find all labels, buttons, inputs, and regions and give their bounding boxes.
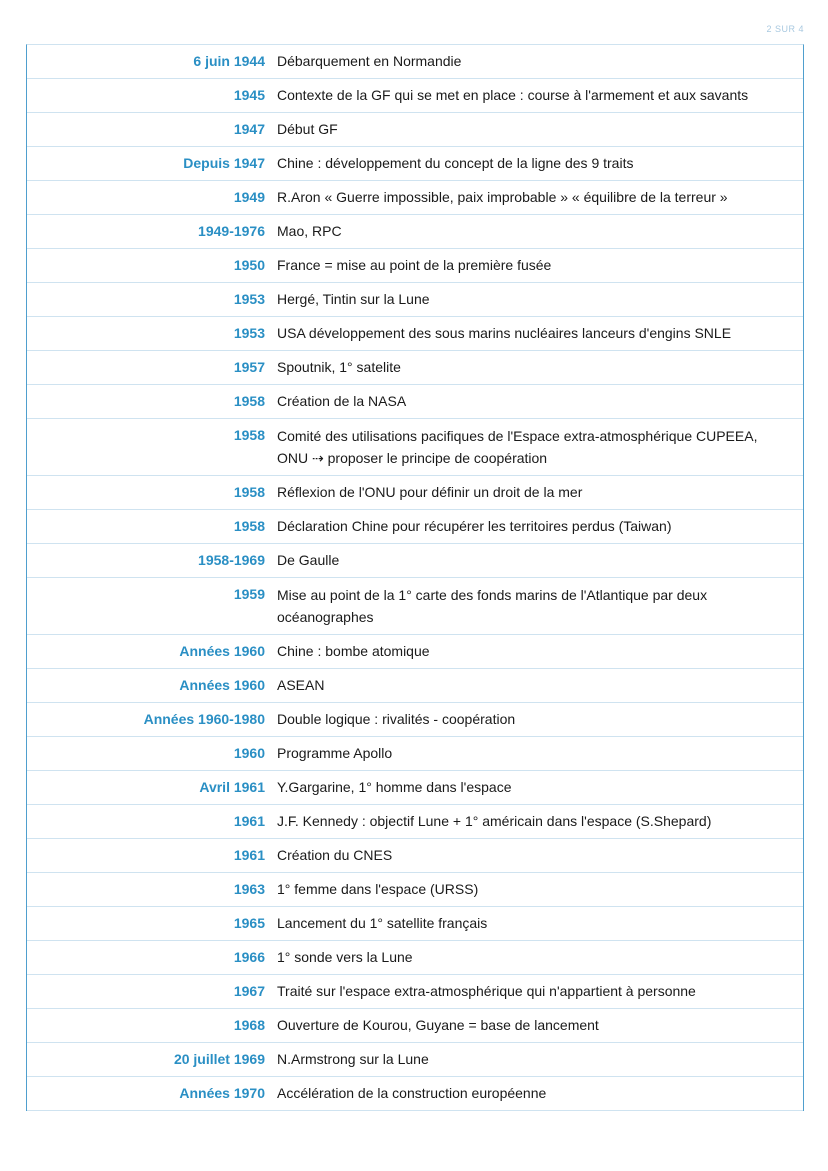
- event-description: Programme Apollo: [277, 745, 393, 761]
- event-description: Contexte de la GF qui se met en place : course à l'armement et aux savants: [277, 87, 749, 103]
- event-description: Lancement du 1° satellite français: [277, 915, 488, 931]
- timeline-row: [27, 351, 803, 385]
- event-date: 1957: [233, 359, 265, 375]
- timeline-row: [27, 510, 803, 544]
- timeline-row: [27, 907, 803, 941]
- event-date: Années 1960: [179, 643, 265, 659]
- event-description: N.Armstrong sur la Lune: [277, 1051, 429, 1067]
- event-description: Début GF: [277, 121, 338, 137]
- event-date: 1958: [233, 393, 265, 409]
- event-description: De Gaulle: [277, 552, 340, 568]
- event-description: Déclaration Chine pour récupérer les territoires perdus (Taiwan): [277, 518, 672, 534]
- timeline-row: [27, 476, 803, 510]
- event-date: 1958: [233, 484, 265, 500]
- timeline-row: [27, 45, 803, 79]
- event-description: Accélération de la construction européenne: [277, 1085, 547, 1101]
- timeline-row: [27, 113, 803, 147]
- timeline-table: [26, 44, 804, 1111]
- timeline-row: [27, 578, 803, 635]
- event-date: Années 1960-1980: [143, 711, 265, 727]
- event-date: Années 1970: [179, 1085, 265, 1101]
- event-date: 1966: [233, 949, 265, 965]
- event-description: Mise au point de la 1° carte des fonds marins de l'Atlantique par deux océanographes: [277, 587, 708, 625]
- event-description: Hergé, Tintin sur la Lune: [277, 291, 430, 307]
- event-description: USA développement des sous marins nucléaires lanceurs d'engins SNLE: [277, 325, 732, 341]
- timeline-row: [27, 703, 803, 737]
- timeline-row: [27, 215, 803, 249]
- timeline-row: [27, 147, 803, 181]
- timeline-row: [27, 975, 803, 1009]
- event-date: Années 1960: [179, 677, 265, 693]
- timeline-row: [27, 317, 803, 351]
- event-date: 1968: [233, 1017, 265, 1033]
- timeline-row: [27, 249, 803, 283]
- event-date: 1958-1969: [198, 552, 265, 568]
- event-description: Ouverture de Kourou, Guyane = base de lancement: [277, 1017, 599, 1033]
- timeline-row: [27, 1043, 803, 1077]
- timeline-row: [27, 419, 803, 476]
- event-date: Depuis 1947: [183, 155, 265, 171]
- event-description: Réflexion de l'ONU pour définir un droit de la mer: [277, 484, 583, 500]
- event-description: R.Aron « Guerre impossible, paix improbable » « équilibre de la terreur »: [277, 189, 728, 205]
- timeline-row: [27, 1077, 803, 1111]
- event-date: Avril 1961: [199, 779, 265, 795]
- event-date: 1958: [233, 518, 265, 534]
- timeline-row: [27, 181, 803, 215]
- timeline-row: [27, 941, 803, 975]
- timeline-row: [27, 283, 803, 317]
- event-date: 1947: [233, 121, 265, 137]
- timeline-row: [27, 839, 803, 873]
- event-date: 1960: [233, 745, 265, 761]
- event-description: Double logique : rivalités - coopération: [277, 711, 516, 727]
- event-date: 1958: [233, 427, 265, 443]
- event-date: 20 juillet 1969: [173, 1051, 265, 1067]
- event-description: Chine : bombe atomique: [277, 643, 430, 659]
- event-date: 1953: [233, 325, 265, 341]
- timeline-row: [27, 771, 803, 805]
- event-date: 1965: [233, 915, 265, 931]
- event-description: Spoutnik, 1° satelite: [277, 359, 401, 375]
- event-date: 1961: [233, 847, 265, 863]
- event-description: ASEAN: [277, 677, 325, 693]
- event-description: Débarquement en Normandie: [277, 53, 462, 69]
- event-date: 1963: [233, 881, 265, 897]
- event-description: 1° femme dans l'espace (URSS): [277, 881, 479, 897]
- event-description: Création de la NASA: [277, 393, 407, 409]
- timeline-row: [27, 805, 803, 839]
- timeline-row: [27, 385, 803, 419]
- event-date: 1953: [233, 291, 265, 307]
- timeline-row: [27, 1009, 803, 1043]
- event-date: 1949: [233, 189, 265, 205]
- timeline-row: [27, 669, 803, 703]
- timeline-row: [27, 544, 803, 578]
- timeline-row: [27, 737, 803, 771]
- event-date: 1959: [233, 586, 265, 602]
- event-date: 1967: [233, 983, 265, 999]
- timeline-row: [27, 635, 803, 669]
- event-description: Chine : développement du concept de la ligne des 9 traits: [277, 155, 634, 171]
- event-description: Mao, RPC: [277, 223, 342, 239]
- event-description: 1° sonde vers la Lune: [277, 949, 413, 965]
- event-date: 1945: [233, 87, 265, 103]
- event-date: 6 juin 1944: [193, 53, 265, 69]
- event-description: Y.Gargarine, 1° homme dans l'espace: [277, 779, 512, 795]
- timeline-row: [27, 873, 803, 907]
- page-number: 2 SUR 4: [766, 24, 804, 34]
- event-date: 1961: [233, 813, 265, 829]
- event-description: Comité des utilisations pacifiques de l'Espace extra-atmosphérique CUPEEA, ONU ⇢ proposer le principe de coopération: [277, 428, 758, 466]
- event-description: Création du CNES: [277, 847, 393, 863]
- event-date: 1950: [233, 257, 265, 273]
- timeline-row: [27, 79, 803, 113]
- event-description: Traité sur l'espace extra-atmosphérique qui n'appartient à personne: [277, 983, 696, 999]
- event-date: 1949-1976: [198, 223, 265, 239]
- event-description: J.F. Kennedy : objectif Lune + 1° américain dans l'espace (S.Shepard): [277, 813, 712, 829]
- event-description: France = mise au point de la première fusée: [277, 257, 552, 273]
